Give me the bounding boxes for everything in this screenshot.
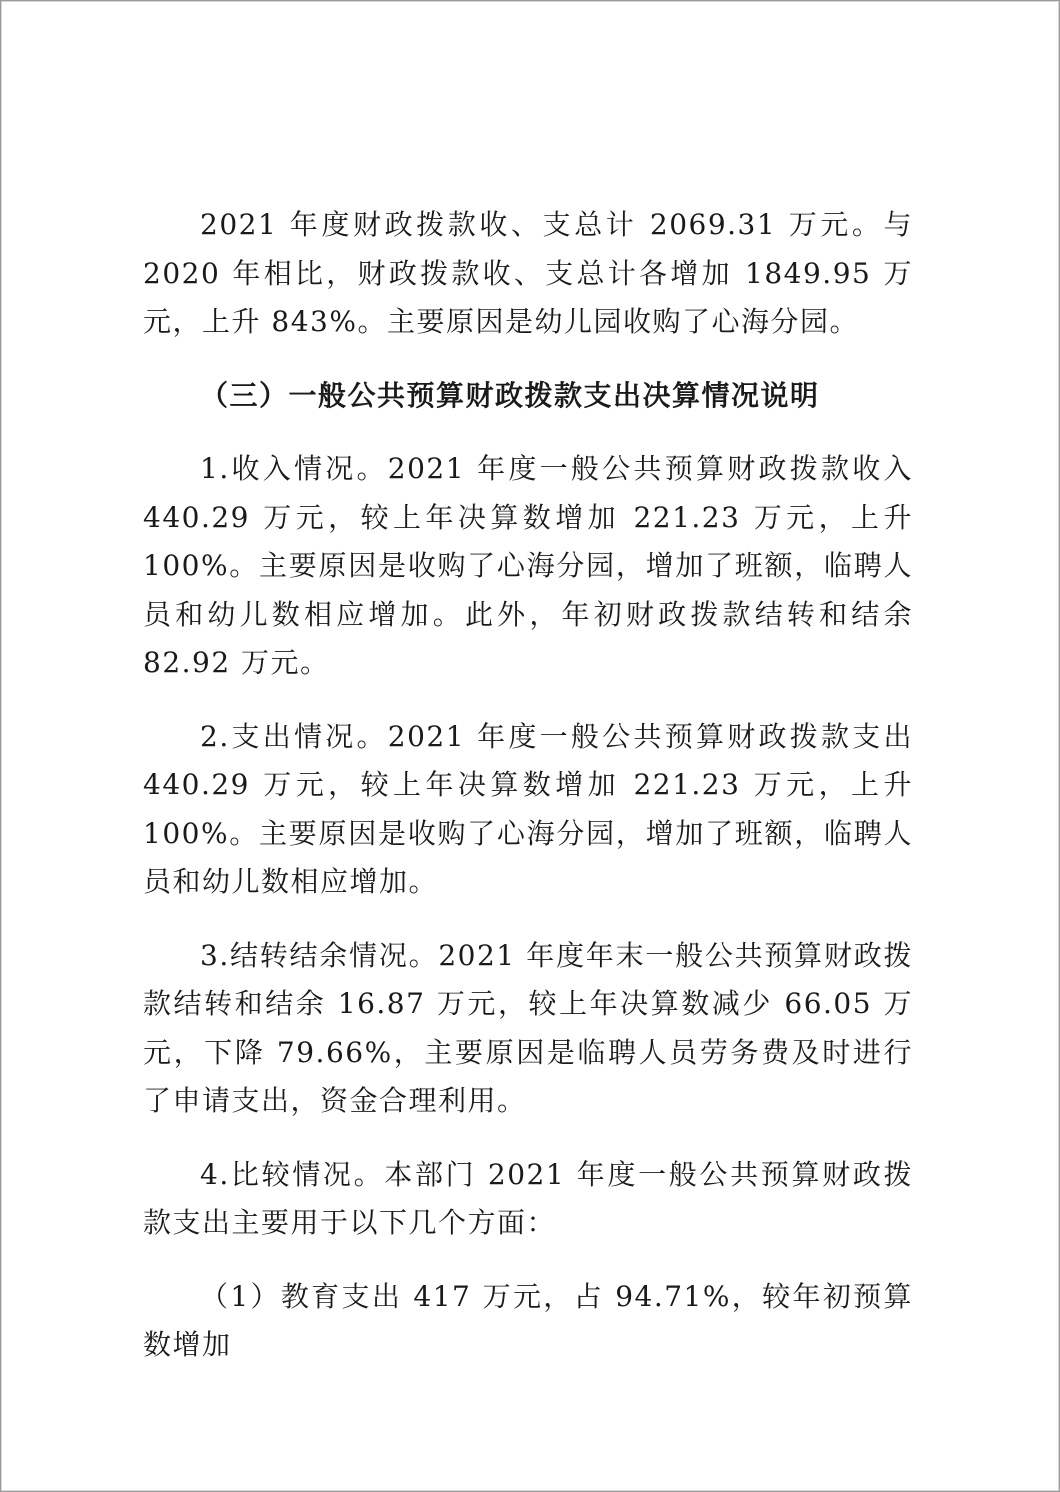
paragraph-balance: 3.结转结余情况。2021 年度年末一般公共预算财政拨款结转和结余 16.87 万元，较上年决算数减少 66.05 万元，下降 79.66%，主要原因是临聘人员劳务费及时进行了申请支出，资金合理利用。 [143,938,913,1117]
paragraph-income: 1.收入情况。2021 年度一般公共预算财政拨款收入 440.29 万元，较上年决算数增加 221.23 万元，上升 100%。主要原因是收购了心海分园，增加了班额，临聘人员和幼儿数相应增加。此外，年初财政拨款结转和结余 82.92 万元。 [143,452,913,679]
document-body [143,201,913,1395]
paragraph-summary: 2021 年度财政拨款收、支总计 2069.31 万元。与 2020 年相比，财政拨款收、支总计各增加 1849.95 万元，上升 843%。主要原因是幼儿园收购了心海分园。 [143,208,913,338]
paragraph-comparison: 4.比较情况。本部门 2021 年度一般公共预算财政拨款支出主要用于以下几个方面： [143,1157,913,1239]
paragraph-education: （1）教育支出 417 万元，占 94.71%，较年初预算数增加 [143,1279,913,1361]
paragraph-expenditure: 2.支出情况。2021 年度一般公共预算财政拨款支出 440.29 万元，较上年决算数增加 221.23 万元，上升 100%。主要原因是收购了心海分园，增加了班额，临聘人员和幼儿数相应增加。 [143,719,913,898]
section-heading: （三）一般公共预算财政拨款支出决算情况说明 [200,378,820,412]
